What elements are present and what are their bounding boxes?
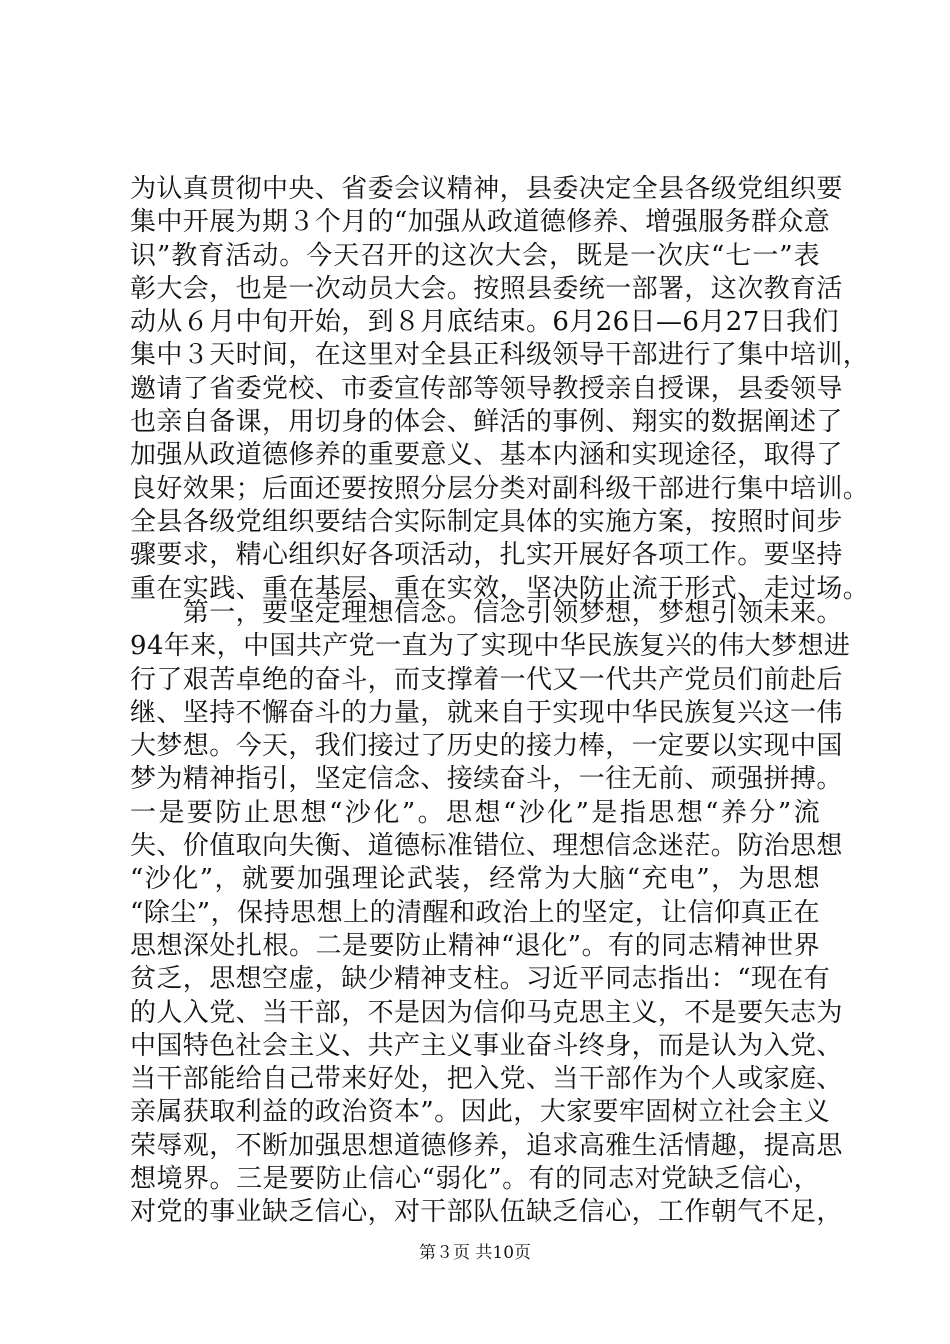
text-line: 动从６月中旬开始，到８月底结束。6月26日—6月27日我们 xyxy=(130,307,839,338)
text-line: 一是要防止思想“沙化”。思想“沙化”是指思想“养分”流 xyxy=(130,797,820,828)
text-line: 对党的事业缺乏信心，对干部队伍缺乏信心，工作朝气不足， xyxy=(130,1197,843,1228)
text-line: 邀请了省委党校、市委宣传部等领导教授亲自授课，县委领导 xyxy=(130,373,843,404)
text-line: 荣辱观，不断加强思想道德修养，追求高雅生活情趣，提高思 xyxy=(130,1130,843,1161)
text-line: 全县各级党组织要结合实际制定具体的实施方案，按照时间步 xyxy=(130,506,843,537)
text-line: 大梦想。今天，我们接过了历史的接力棒，一定要以实现中国 xyxy=(130,731,843,762)
paragraph-2 xyxy=(130,597,851,1230)
text-line: 贫乏，思想空虚，缺少精神支柱。习近平同志指出：“现在有 xyxy=(130,964,831,995)
text-line: 思想深处扎根。二是要防止精神“退化”。有的同志精神世界 xyxy=(130,930,820,961)
text-line: 识”教育活动。今天召开的这次大会，既是一次庆“七一”表 xyxy=(130,240,820,271)
text-line: 彰大会，也是一次动员大会。按照县委统一部署，这次教育活 xyxy=(130,273,843,304)
text-line: 的人入党、当干部，不是因为信仰马克思主义，不是要矢志为 xyxy=(130,997,843,1028)
text-line: 94年来，中国共产党一直为了实现中华民族复兴的伟大梦想进 xyxy=(130,631,851,662)
text-line: 继、坚持不懈奋斗的力量，就来自于实现中华民族复兴这一伟 xyxy=(130,697,843,728)
paragraph-1 xyxy=(130,173,870,606)
text-line: 集中３天时间，在这里对全县正科级领导干部进行了集中培训， xyxy=(130,340,870,371)
text-line: 当干部能给自己带来好处，把入党、当干部作为个人或家庭、 xyxy=(130,1064,843,1095)
text-line: 也亲自备课，用切身的体会、鲜活的事例、翔实的数据阐述了 xyxy=(130,407,843,438)
text-line: 想境界。三是要防止信心“弱化”。有的同志对党缺乏信心， xyxy=(130,1164,820,1195)
text-line: “除尘”，保持思想上的清醒和政治上的坚定，让信仰真正在 xyxy=(130,897,820,928)
text-line: 集中开展为期３个月的“加强从政道德修养、增强服务群众意 xyxy=(130,207,831,238)
text-line: 亲属获取利益的政治资本”。因此，大家要牢固树立社会主义 xyxy=(130,1097,831,1128)
text-line: 良好效果；后面还要按照分层分类对副科级干部进行集中培训。 xyxy=(130,473,870,504)
text-line: 失、价值取向失衡、道德标准错位、理想信念迷茫。防治思想 xyxy=(130,831,843,862)
text-line: 第一，要坚定理想信念。信念引领梦想，梦想引领未来。 xyxy=(130,598,843,628)
text-line: 加强从政道德修养的重要意义、基本内涵和实现途径，取得了 xyxy=(130,440,843,471)
text-line: 行了艰苦卓绝的奋斗，而支撑着一代又一代共产党员们前赴后 xyxy=(130,664,843,695)
text-line: “沙化”，就要加强理论武装，经常为大脑“充电”，为思想 xyxy=(130,864,820,895)
text-line: 骤要求，精心组织好各项活动，扎实开展好各项工作。要坚持 xyxy=(130,540,843,571)
text-line: 为认真贯彻中央、省委会议精神，县委决定全县各级党组织要 xyxy=(130,174,843,204)
text-line: 重在实践、重在基层、重在实效，坚决防止流于形式、走过场。 xyxy=(130,573,870,604)
page-footer: 第３页 共10页 xyxy=(418,1243,532,1263)
text-line: 中国特色社会主义、共产主义事业奋斗终身，而是认为入党、 xyxy=(130,1030,843,1061)
text-line: 梦为精神指引，坚定信念、接续奋斗，一往无前、顽强拼搏。 xyxy=(130,764,843,795)
